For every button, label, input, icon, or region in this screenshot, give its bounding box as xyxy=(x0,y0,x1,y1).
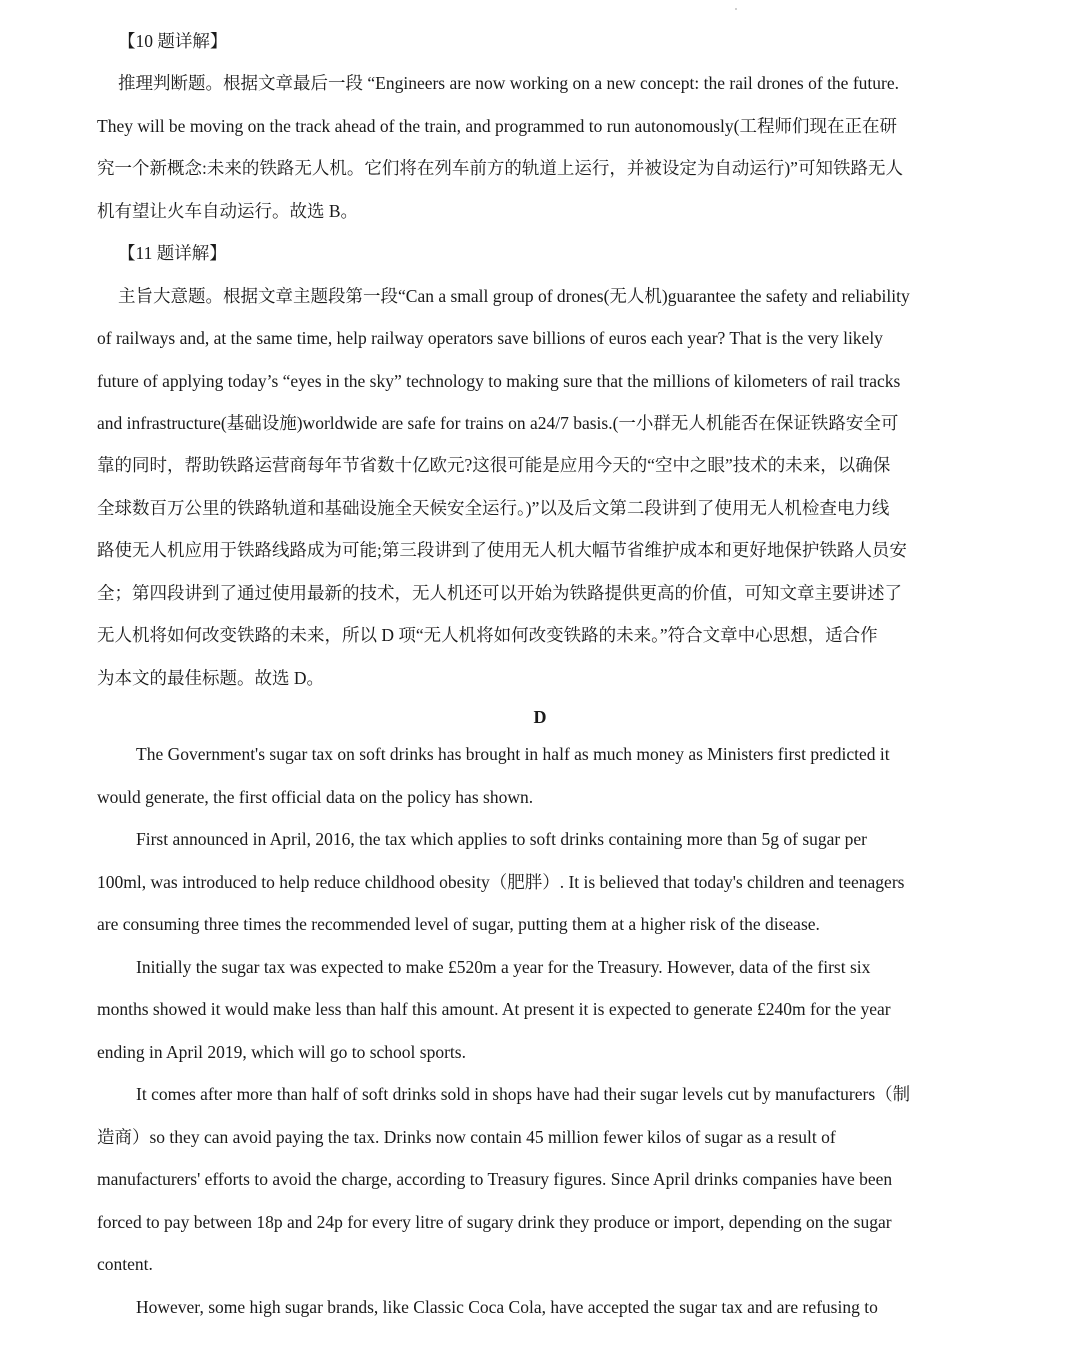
q11-line: 全；第四段讲到了通过使用最新的技术，无人机还可以开始为铁路提供更高的价值，可知文章主要讲述了 xyxy=(97,583,902,603)
q11-line: 主旨大意题。根据文章主题段第一段“Can a small group of drones(无人机)guarantee the safety and reliability xyxy=(118,286,910,306)
passage-line: 造商）so they can avoid paying the tax. Drinks now contain 45 million fewer kilos of sugar as a result of xyxy=(97,1127,836,1147)
q11-heading: 【11 题详解】 xyxy=(118,243,227,263)
q10-line: They will be moving on the track ahead of the train, and programmed to run autonomously(工程师们现在正在研 xyxy=(97,116,897,136)
q11-line: and infrastructure(基础设施)worldwide are safe for trains on a24/7 basis.(一小群无人机能否在保证铁路安全可 xyxy=(97,413,899,433)
q11-line: 无人机将如何改变铁路的未来，所以 D 项“无人机将如何改变铁路的未来。”符合文章中心思想，适合作 xyxy=(97,625,878,645)
q10-heading: 【10 题详解】 xyxy=(118,31,228,51)
passage-line: manufacturers' efforts to avoid the charge, according to Treasury figures. Since April drinks companies have been xyxy=(97,1169,893,1189)
passage-line: However, some high sugar brands, like Classic Coca Cola, have accepted the sugar tax and are refusing to xyxy=(136,1297,878,1317)
passage-line: It comes after more than half of soft drinks sold in shops have had their sugar levels cut by manufacturers（制 xyxy=(136,1084,911,1104)
q11-line: 为本文的最佳标题。故选 D。 xyxy=(97,668,325,688)
q11-line: 靠的同时，帮助铁路运营商每年节省数十亿欧元?这很可能是应用今天的“空中之眼”技术的未来，以确保 xyxy=(97,455,891,475)
passage-line: ending in April 2019, which will go to school sports. xyxy=(97,1042,466,1062)
q10-line: 机有望让火车自动运行。故选 B。 xyxy=(97,201,359,221)
q11-line: 路使无人机应用于铁路线路成为可能;第三段讲到了使用无人机大幅节省维护成本和更好地保护铁路人员安 xyxy=(97,540,907,560)
passage-line: would generate, the first official data on the policy has shown. xyxy=(97,787,534,807)
passage-line: forced to pay between 18p and 24p for every litre of sugary drink they produce or import, depending on the sugar xyxy=(97,1212,892,1232)
passage-line: content. xyxy=(97,1254,153,1274)
passage-line: First announced in April, 2016, the tax which applies to soft drinks containing more than 5g of sugar per xyxy=(136,829,867,849)
section-title: D xyxy=(533,707,547,727)
passage-line: Initially the sugar tax was expected to make £520m a year for the Treasury. However, data of the first six xyxy=(136,957,871,977)
q11-line: of railways and, at the same time, help railway operators save billions of euros each year? That is the very likely xyxy=(97,328,883,348)
passage-line: are consuming three times the recommended level of sugar, putting them at a higher risk of the disease. xyxy=(97,914,820,934)
passage-line: months showed it would make less than half this amount. At present it is expected to generate £240m for the year xyxy=(97,999,891,1019)
passage-line: The Government's sugar tax on soft drinks has brought in half as much money as Ministers first predicted it xyxy=(136,744,890,764)
q11-line: 全球数百万公里的铁路轨道和基础设施全天候安全运行。)”以及后文第二段讲到了使用无人机检查电力线 xyxy=(97,498,890,518)
q10-line: 推理判断题。根据文章最后一段 “Engineers are now working on a new concept: the rail drones of the future. xyxy=(118,73,899,93)
q11-line: future of applying today’s “eyes in the sky” technology to making sure that the millions of kilometers of rail tracks xyxy=(97,371,901,391)
q10-line: 究一个新概念:未来的铁路无人机。它们将在列车前方的轨道上运行，并被设定为自动运行)”可知铁路无人 xyxy=(97,158,903,178)
passage-line: 100ml, was introduced to help reduce childhood obesity（肥胖）. It is believed that today's children and teenagers xyxy=(97,872,905,892)
scan-speck xyxy=(735,8,737,10)
